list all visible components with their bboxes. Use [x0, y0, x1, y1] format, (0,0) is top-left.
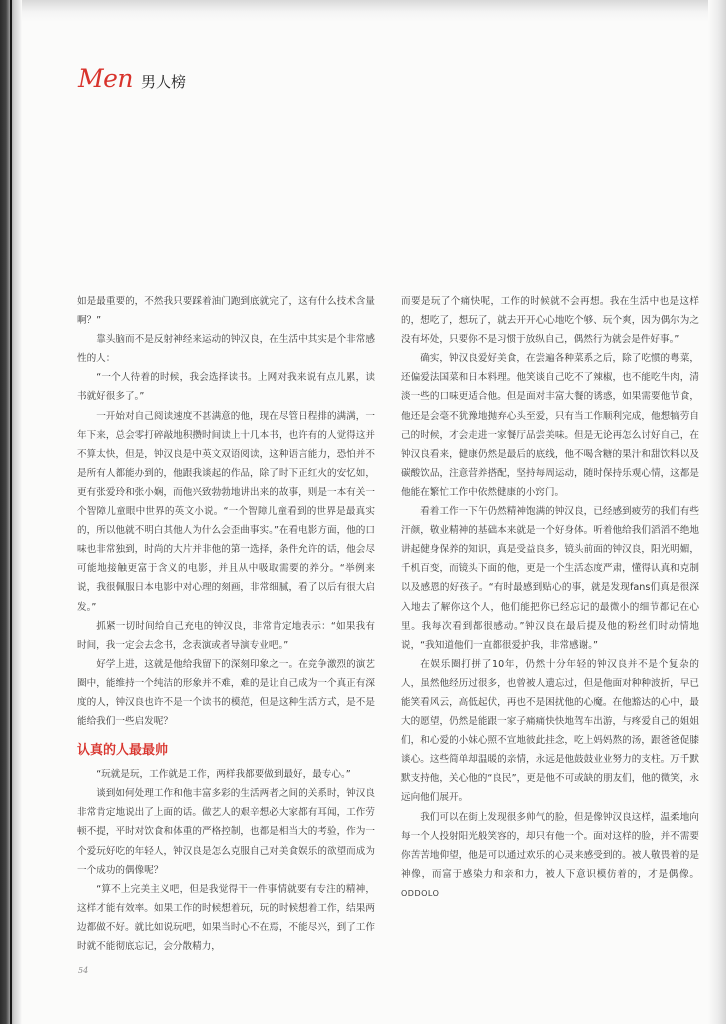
- paragraph: “玩就是玩，工作就是工作，两样我都要做到最好，最专心。”: [96, 769, 351, 781]
- paragraph-final: [401, 808, 699, 903]
- left-column: [77, 292, 375, 956]
- paragraph: 好学上进，这就是他给我留下的深刻印象之一。在竞争激烈的演艺圈中，能维持一个纯洁的形象并不难，难的是让自己成为一个真正有深度的人，钟汉良也许不是一个读书的模范，但是这种生活方式，是不是能给我们一些启发呢？: [77, 658, 375, 728]
- paragraph: 抓紧一切时间给自己充电的钟汉良，非常肯定地表示：“如果我有时间，我一定会去念书，念表演或者导演专业吧。”: [77, 620, 375, 651]
- paragraph-text: 我们可以在街上发现很多帅气的脸，但是像钟汉良这样，温柔地向每一个人投射阳光般笑容的，却只有他一个。面对这样的脸，并不需要你苦苦地仰望，他是可以通过欢乐的心灵来感受到的。被人敬畏着的是神像，而富于感染力和亲和力，被人下意识模仿着的，才是偶像。: [401, 811, 699, 880]
- binding-line: [10, 0, 12, 1024]
- paragraph: 看着工作一下午仍然精神饱满的钟汉良，已经感到疲劳的我们有些汗颜，敬业精神的基础本来就是一个好身体。听着他给我们滔滔不绝地讲起健身保养的知识，真是受益良多，镜头前面的钟汉良，阳光明媚，千机百变，而镜头下面的他，更是一个生活态度严肃，懂得认真和克制以及感恩的好孩子。“有时最感到贴心的事，就是发现fans们真是很深入地去了解你这个人，他们能把你已经忘记的最微小的细节都记在心里。我每次看到都很感动。”钟汉良在最后提及他的粉丝们时动情地说，“我知道他们一直都很爱护我，非常感谢。”: [401, 506, 699, 651]
- section-title: 男人榜: [141, 73, 187, 91]
- paragraph: 如是最重要的，不然我只要踩着油门跑到底就完了，这有什么技术含量啊？”: [77, 296, 375, 327]
- paragraph: 谈到如何处理工作和他丰富多彩的生活两者之间的关系时，钟汉良非常肯定地说出了上面的话。做艺人的艰辛想必大家都有耳闻，工作劳顿不提，平时对饮食和体重的严格控制，也都是相当大的考验，作为一个爱玩好吃的年轻人，钟汉良是怎么克服自己对美食娱乐的欲望而成为一个成功的偶像呢？: [77, 788, 375, 876]
- section-heading: 认真的人最最帅: [77, 743, 169, 759]
- right-column: [401, 292, 699, 903]
- section-header: [78, 64, 186, 100]
- paragraph: 一开始对自己阅读速度不甚满意的他，现在尽管日程排的满满，一年下来，总会零打碎敲地积攒时间读上十几本书，也许有的人觉得这并不算太快，但是，钟汉良是中英文双语阅读，这种语言能力，恐怕并不是所有人都能办到的，他跟我谈起的作品，除了时下正红火的安忆如，更有张爱玲和张小娴，而他兴致勃勃地讲出来的故事，则是一本有关一个智障儿童眼中世界的英文小说。“一个智障儿童看到的世界是最真实的，所以他就不明白其他人为什么会歪曲事实。”在看电影方面，他的口味也非常独到，时尚的大片并非他的第一选择，条件允许的话，他会尽可能地接触更富于含义的电影，并且从中吸取需要的养分。“举例来说，我很佩服日本电影中对心理的刻画，非常细腻，看了以后有很大启发。”: [77, 410, 375, 613]
- scan-right-edge: [708, 0, 726, 1024]
- paragraph: 靠头脑而不是反射神经来运动的钟汉良，在生活中其实是个非常感性的人：: [77, 334, 375, 365]
- paragraph: 确实，钟汉良爱好美食，在尝遍各种菜系之后，除了吃惯的粤菜，还偏爱法国菜和日本料理。他笑谈自己吃不了辣椒，也不能吃牛肉，清淡一些的口味更适合他。但是面对丰富大餐的诱惑，如果需要他节食，他还是会毫不犹豫地抛弃心头至爱，只有当工作顺利完成，他想犒劳自己的时候，才会走进一家餐厅品尝美味。但是无论再怎么讨好自己，在钟汉良看来，健康仍然是最后的底线，他不喝含糖的果汁和甜饮料以及碳酸饮品，注意营养搭配，坚持每周运动，随时保持乐观心情，这都是他能在繁忙工作中依然健康的小窍门。: [401, 353, 699, 498]
- paragraph: 在娱乐圈打拼了10年，仍然十分年轻的钟汉良并不是个复杂的人，虽然他经历过很多，也曾被人遗忘过，但是他面对种种波折，早已能笑看风云，高低起伏，再也不是困扰他的心魔。在他豁达的心中，最大的愿望，仍然是能跟一家子痛痛快快地驾车出游，与疼爱自己的姐姐们，和心爱的小妹心照不宣地彼此挂念，吃上妈妈熬的汤，跟爸爸促膝谈心。这些简单却温暖的亲情，永远是他鼓鼓业业努力的支柱。万千默默支持他，关心他的“良民”，更是他不可或缺的朋友们，他的微笑，永远向他们展开。: [401, 658, 699, 804]
- section-logo: Men: [78, 64, 133, 93]
- scan-top-edge: [0, 0, 726, 22]
- author-signature: ODDOLO: [401, 888, 440, 898]
- page-number: 54: [78, 966, 89, 975]
- paragraph: “一个人待着的时候，我会选择读书。上网对我来说有点儿累，读书就好很多了。”: [77, 372, 375, 403]
- paragraph: 而要是玩了个痛快呢，工作的时候就不会再想。我在生活中也是这样的，想吃了，想玩了，就去开开心心地吃个够、玩个爽，因为偶尔为之没有坏处，只要你不是习惯于放纵自己，偶然行为就会是件好事。”: [401, 296, 699, 346]
- paragraph: “算不上完美主义吧，但是我觉得干一件事情就要有专注的精神，这样才能有效率。如果工作的时候想着玩，玩的时候想着工作，结果两边都做不好。就比如说玩吧，如果当时心不在焉，不能尽兴，到了工作时就不能彻底忘记，会分散精力，: [77, 883, 375, 952]
